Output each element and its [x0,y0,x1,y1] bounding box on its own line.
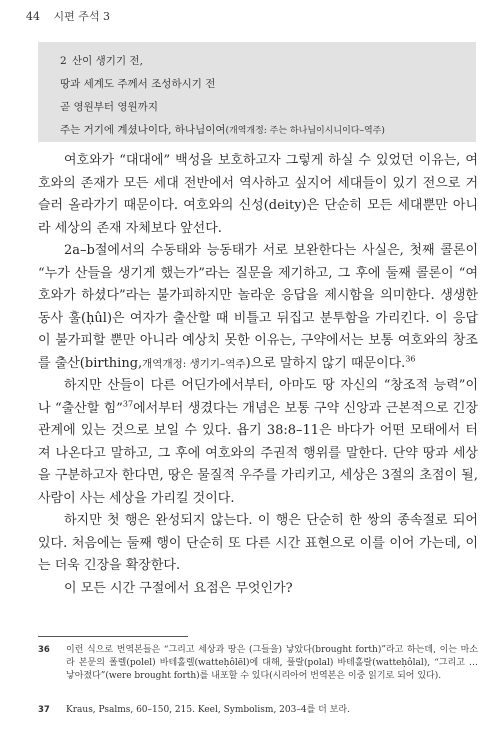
translator-note: (개역개정: 주는 하나님이시니이다–역주) [225,126,385,136]
verse-line-2: 땅과 세계도 주께서 조성하시기 전 [60,78,216,90]
paragraph-3-text-b: 에서부터 생겼다는 개념은 보통 구약 신앙과 근본적으로 긴장 관계에 있는 것으로 보일 수 있다. 욥기 38:8–11은 바다가 어떤 모태에서 터져 나온다고 말하고, 그 후에 여호와의 주권적 행위를 말한다. 단약 땅과 세상을 구분하고자 한다면, 땅은 물질적 우주를 가리키고, 세상은 3절의 초점이 될, 사람이 사는 세상을 가리킬 것이다. [38,400,478,506]
running-header [26,8,110,24]
book-title: 시편 주석 3 [53,10,110,23]
main-text [38,150,478,600]
footnote-ref-36[interactable]: 36 [405,354,416,364]
paragraph-3-text-a: 하지만 산들이 다른 어딘가에서부터, 아마도 땅 자신의 “창조적 능력”이나 “출산할 힘” [38,378,478,416]
verse-number: 2 [60,55,67,67]
verse-text: 산이 생기기 전, [72,55,143,67]
paragraph-2-text: 2a–b절에서의 수동태와 능동태가 서로 보완한다는 사실은, 첫째 콜론이 “누가 산들을 생기게 했는가”라는 질문을 제기하고, 그 후에 둘째 콜론이 “여호와가 하셨다”라는 불가피하지만 놀라운 응답을 제시함을 의미한다. 생생한 동사 훌(ḥûl)은 여자가 출산할 때 비틀고 뒤집고 분투함을 가리킨다. 이 응답이 불가피할 뿐만 아니라 예상치 못한 이유는, 구약에서는 보통 여호와의 창조를 출산(birthing, [38,243,478,371]
footnote-36 [38,644,478,683]
verse-text: 주는 거기에 계셨나이다, 하나님이여 [60,124,226,136]
page-number: 44 [26,10,40,23]
footnote-37 [38,704,478,717]
paragraph-5: 이 모든 시간 구절에서 요점은 무엇인가? [64,580,293,596]
verse-line-1 [60,50,476,73]
paragraph-2 [38,240,478,375]
verse-line-4 [60,119,476,142]
paragraph-2-end: )으로 말하지 않기 때문이다. [245,355,406,371]
scripture-quote-box [38,42,476,142]
footnote-text: 이런 식으로 번역본들은 “그리고 세상과 땅은 (그들을) 낳았다(brought forth)”라고 하는데, 이는 마소라 본문의 폴렐(polel) 바테홀렐(watteḥôlēl)에 대해, 풀랄(polal) 바테홀랄(watteḥôlal), “그리고 … 낳아졌다”(were brought forth)를 내포할 수 있다(시리아어 번역본은 이중 읽기로 되어 있다). [66,645,478,681]
footnote-number: 37 [38,705,50,715]
paragraph-1: 여호와가 “대대에” 백성을 보호하고자 그렇게 하실 수 있었던 이유는, 여호와의 존재가 모든 세대 전반에서 역사하고 싶지어 세대들이 있기 전으로 거슬러 올라가기 때문이다. 여호와의 신성(deity)은 단순히 모든 세대뿐만 아니라 세상의 존재 자체보다 앞선다. [38,153,478,236]
translator-note: 개역개정: 생기기–역주 [142,357,246,370]
verse-line-3: 곧 영원부터 영원까지 [60,101,158,113]
footnote-divider [38,636,188,637]
footnote-ref-37[interactable]: 37 [122,399,134,409]
footnote-text: Kraus, Psalms, 60–150, 215. Keel, Symbolism, 203–4를 더 보라. [66,705,350,715]
paragraph-3 [38,375,478,510]
footnote-number: 36 [38,645,50,655]
paragraph-4: 하지만 첫 행은 완성되지 않는다. 이 행은 단순히 한 쌍의 종속절로 되어 있다. 처음에는 둘째 행이 단순히 또 다른 시간 표현으로 이를 이어 가는데, 이는 더욱 긴장을 확장한다. [38,513,478,573]
